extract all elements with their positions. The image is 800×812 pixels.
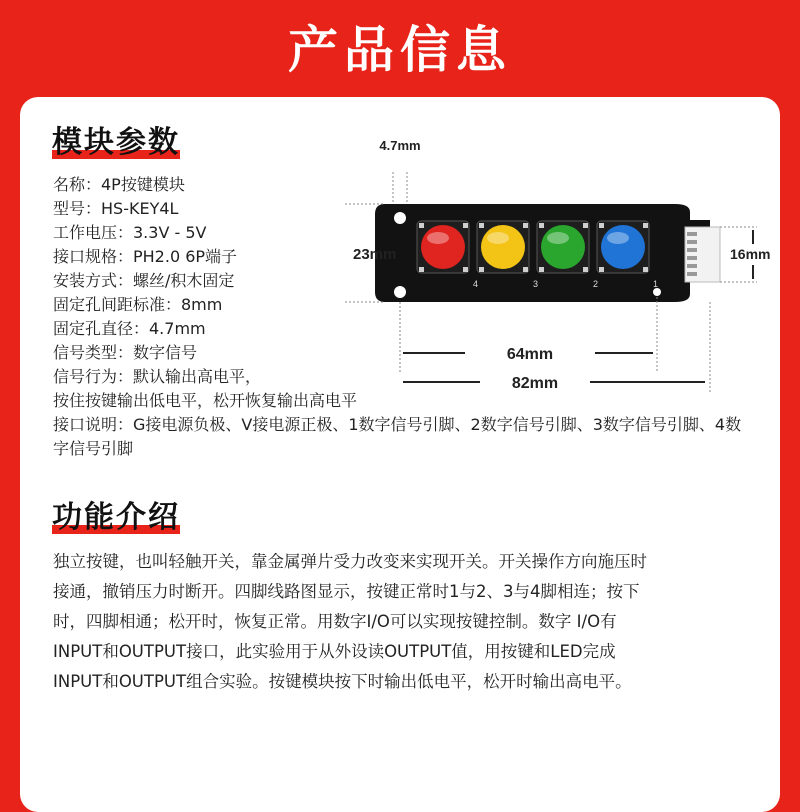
button-pin bbox=[599, 223, 604, 228]
description-line: 接通，撤销压力时断开。四脚线路图显示，按键正常时1与2、3与4脚相连；按下 bbox=[53, 582, 640, 601]
spec-signal-behavior-cont: 按住按键输出低电平，松开恢复输出高电平 bbox=[53, 391, 358, 410]
button-highlight bbox=[607, 232, 629, 244]
spec-interface: 接口规格：PH2.0 6P端子 bbox=[53, 247, 238, 266]
button-pin bbox=[419, 223, 424, 228]
description-line: INPUT和OUTPUT接口，此实验用于从外设读OUTPUT值，用按键和LED完成 bbox=[53, 642, 616, 661]
button-pin bbox=[583, 267, 588, 272]
spec-hole-diameter: 固定孔直径：4.7mm bbox=[53, 319, 206, 338]
hole-dim-label: 4.7mm bbox=[379, 138, 421, 153]
button-pin bbox=[463, 223, 468, 228]
spec-hole-spacing: 固定孔间距标准：8mm bbox=[53, 295, 223, 314]
button-pin bbox=[523, 223, 528, 228]
button-pin bbox=[599, 267, 604, 272]
button-pin bbox=[523, 267, 528, 272]
info-card bbox=[20, 97, 780, 812]
button-highlight bbox=[427, 232, 449, 244]
mount-hole-icon bbox=[394, 286, 406, 298]
description-line: 独立按键，也叫轻触开关，靠金属弹片受力改变来实现开关。开关操作方向施压时 bbox=[53, 552, 647, 571]
mount-hole-icon bbox=[394, 212, 406, 224]
function-description bbox=[53, 547, 753, 697]
connector-dim-label: 16mm bbox=[730, 246, 771, 262]
push-button-cap bbox=[481, 225, 525, 269]
spec-signal-type: 信号类型：数字信号 bbox=[53, 343, 198, 362]
mount-hole-icon bbox=[653, 288, 661, 296]
push-button-cap bbox=[421, 225, 465, 269]
spec-signal-behavior: 信号行为：默认输出高电平， bbox=[53, 367, 262, 386]
button-pin bbox=[463, 267, 468, 272]
button-pin bbox=[643, 223, 648, 228]
section-title-params bbox=[52, 117, 180, 161]
module-diagram bbox=[345, 132, 775, 412]
button-pin bbox=[583, 223, 588, 228]
description-line: 时，四脚相通；松开时，恢复正常。用数字I/O可以实现按键控制。数字 I/O有 bbox=[53, 612, 617, 631]
spec-mount: 安装方式：螺丝/积木固定 bbox=[53, 271, 235, 290]
height-dim-label: 23mm bbox=[353, 246, 397, 263]
button-pin bbox=[539, 267, 544, 272]
push-button-cap bbox=[541, 225, 585, 269]
spec-model: 型号：HS-KEY4L bbox=[53, 199, 179, 218]
hole-span-dim-label: 64mm bbox=[506, 346, 554, 363]
button-number-label: 1 bbox=[653, 279, 659, 289]
button-number-label: 2 bbox=[593, 279, 599, 289]
button-pin bbox=[539, 223, 544, 228]
spec-pinout: 接口说明：G接电源负极、V接电源正极、1数字信号引脚、2数字信号引脚、3数字信号引脚、4数字信号引脚 bbox=[53, 415, 742, 458]
button-pin bbox=[643, 267, 648, 272]
button-highlight bbox=[547, 232, 569, 244]
button-pin bbox=[479, 223, 484, 228]
button-pin bbox=[479, 267, 484, 272]
section-title-function bbox=[52, 492, 180, 536]
push-button-cap bbox=[601, 225, 645, 269]
section-title-params-text: 模块参数 bbox=[52, 125, 180, 160]
button-number-label: 4 bbox=[473, 279, 479, 289]
button-number-label: 3 bbox=[533, 279, 539, 289]
length-dim-label: 82mm bbox=[511, 375, 559, 392]
button-highlight bbox=[487, 232, 509, 244]
section-title-function-text: 功能介绍 bbox=[52, 500, 180, 535]
page-title: 产品信息 bbox=[288, 21, 512, 79]
button-pin bbox=[419, 267, 424, 272]
spec-voltage: 工作电压：3.3V - 5V bbox=[53, 223, 207, 242]
spec-name: 名称：4P按键模块 bbox=[53, 175, 185, 194]
description-line: INPUT和OUTPUT组合实验。按键模块按下时输出低电平，松开时输出高电平。 bbox=[53, 672, 632, 691]
